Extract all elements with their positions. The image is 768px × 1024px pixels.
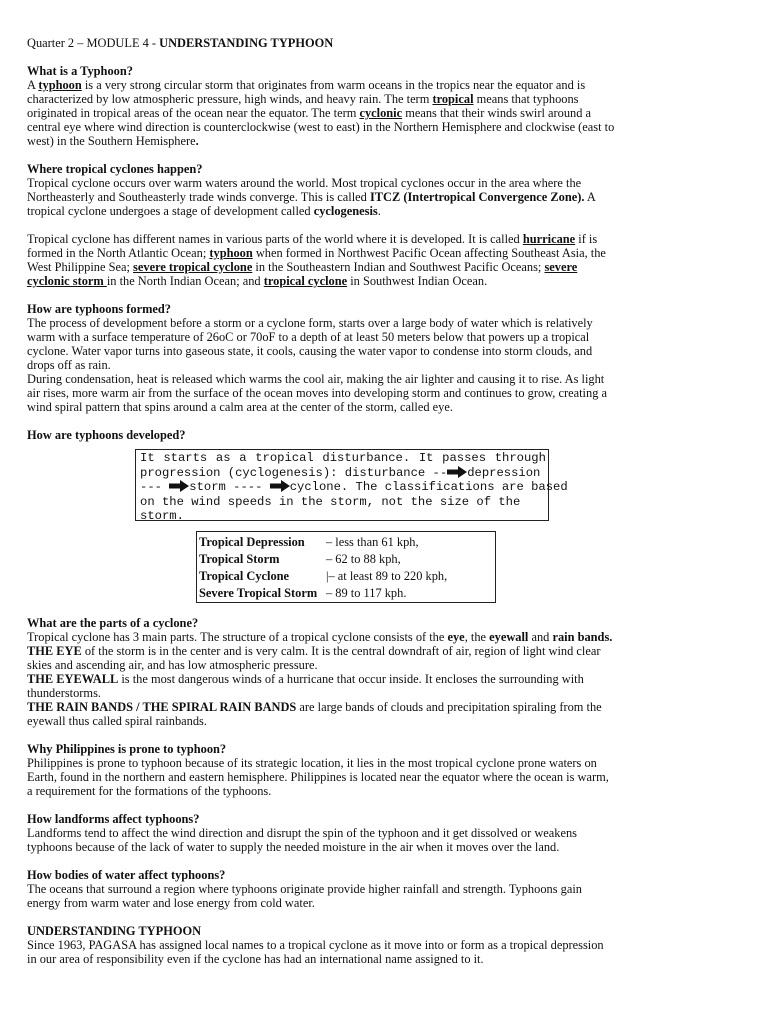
table-row: Tropical Depression – less than 61 kph, xyxy=(199,535,419,549)
module-title: UNDERSTANDING TYPHOON xyxy=(159,36,334,50)
paragraph-line: Earth, found in the northern and eastern hemisphere. Philippines is located near the equator where the ocean is warm, xyxy=(27,770,609,784)
heading-how-developed: How are typhoons developed? xyxy=(27,428,186,442)
paragraph-line: thunderstorms. xyxy=(27,686,101,700)
heading-understanding-typhoon: UNDERSTANDING TYPHOON xyxy=(27,924,202,938)
paragraph-line: Northeasterly and Southeasterly trade winds converge. This is called ITCZ (Intertropical Convergence Zone). A xyxy=(27,190,596,204)
arrow-right-icon xyxy=(169,480,189,492)
paragraph-line: Philippines is prone to typhoon because of its strategic location, it lies in the most tropical cyclone prone waters on xyxy=(27,756,597,770)
classification-table xyxy=(196,531,496,603)
paragraph-line: in our area of responsibility even if the cyclone has had an international name assigned to it. xyxy=(27,952,484,966)
paragraph-line: wind spiral pattern that spins around a calm area at the center of the storm, called eye. xyxy=(27,400,453,414)
box-line: on the wind speeds in the storm, not the size of the xyxy=(140,494,521,509)
box-line: It starts as a tropical disturbance. It passes through xyxy=(140,451,546,465)
paragraph-line: air rises, more warm air from the surface of the ocean moves into developing storm and continues to grow, creating a xyxy=(27,386,607,400)
paragraph-line: West Philippine Sea; severe tropical cyclone in the Southeastern Indian and Southwest Pacific Oceans; severe xyxy=(27,260,578,274)
paragraph-line: A typhoon is a very strong circular storm that originates from warm oceans in the tropics near the equator and is xyxy=(27,78,586,92)
paragraph-line: cyclone. Water vapor turns into gaseous state, it cools, causing the water vapor to condense into storm clouds, and xyxy=(27,344,593,358)
box-line: --- storm ---- cyclone. The classifications are based xyxy=(140,480,568,494)
paragraph-line: warm with a surface temperature of 26oC or 70oF to a depth of at least 50 meters below that powers up a tropical xyxy=(27,330,590,344)
heading-where-cyclones-happen: Where tropical cyclones happen? xyxy=(27,162,203,176)
module-header: Quarter 2 – MODULE 4 - UNDERSTANDING TYPHOON xyxy=(27,36,334,50)
paragraph-line: Since 1963, PAGASA has assigned local names to a tropical cyclone as it move into or form as a tropical depression xyxy=(27,938,604,952)
paragraph-line: Tropical cyclone has 3 main parts. The structure of a tropical cyclone consists of the eye, the eyewall and rain bands. xyxy=(27,630,613,644)
heading-parts-of-cyclone: What are the parts of a cyclone? xyxy=(27,616,199,630)
paragraph-line: formed in the North Atlantic Ocean; typhoon when formed in Northwest Pacific Ocean affecting Southeast Asia, the xyxy=(27,246,606,260)
paragraph-line: Tropical cyclone has different names in various parts of the world where it is developed. It is called hurricane if is xyxy=(27,232,598,246)
paragraph-line: eyewall thus called spiral rainbands. xyxy=(27,714,207,728)
arrow-right-icon xyxy=(447,466,467,478)
box-line: progression (cyclogenesis): disturbance -- depression xyxy=(140,465,541,480)
paragraph-line: THE EYEWALL is the most dangerous winds of a hurricane that occur inside. It encloses the surrounding with xyxy=(27,672,584,686)
paragraph-line: Landforms tend to affect the wind direction and disrupt the spin of the typhoon and it get dissolved or weakens xyxy=(27,826,577,840)
heading-how-formed: How are typhoons formed? xyxy=(27,302,171,316)
paragraph-line: The process of development before a storm or a cyclone form, starts over a large body of water which is relatively xyxy=(27,316,593,330)
paragraph-line: a requirement for the formations of the typhoons. xyxy=(27,784,272,798)
paragraph-line: THE EYE of the storm is in the center and is very calm. It is the central downdraft of air, region of light wind clear xyxy=(27,644,601,658)
paragraph-line: Tropical cyclone occurs over warm waters around the world. Most tropical cyclones occur in the area where the xyxy=(27,176,582,190)
heading-what-is-typhoon: What is a Typhoon? xyxy=(27,64,133,78)
box-line: storm. xyxy=(140,509,184,523)
paragraph-line: energy from warm water and lose energy from cold water. xyxy=(27,896,315,910)
paragraph-line: typhoons because of the lack of water to supply the needed moisture in the air when it moves over the land. xyxy=(27,840,560,854)
table-row: Tropical Cyclone |– at least 89 to 220 kph, xyxy=(199,569,448,583)
heading-philippines-prone: Why Philippines is prone to typhoon? xyxy=(27,742,227,756)
paragraph-line: The oceans that surround a region where typhoons originate provide higher rainfall and strength. Typhoons gain xyxy=(27,882,582,896)
paragraph-line: skies and ascending air, and has low atmospheric pressure. xyxy=(27,658,318,672)
heading-landforms: How landforms affect typhoons? xyxy=(27,812,200,826)
paragraph-line: THE RAIN BANDS / THE SPIRAL RAIN BANDS are large bands of clouds and precipitation spiraling from the xyxy=(27,700,602,714)
paragraph-line: drops off as rain. xyxy=(27,358,111,372)
table-row: Severe Tropical Storm – 89 to 117 kph. xyxy=(199,586,407,600)
paragraph-line: west) in the Southern Hemisphere. xyxy=(27,134,199,148)
arrow-right-icon xyxy=(270,480,290,492)
paragraph-line: originated in tropical areas of the ocean near the equator. The term cyclonic means that their winds swirl around a xyxy=(27,106,592,120)
paragraph-line: central eye where wind direction is counterclockwise (west to east) in the Northern Hemisphere and clockwise (east to xyxy=(27,120,615,134)
heading-bodies-of-water: How bodies of water affect typhoons? xyxy=(27,868,226,882)
paragraph-line: characterized by low atmospheric pressure, high winds, and heavy rain. The term tropical means that typhoons xyxy=(27,92,579,106)
paragraph-line: tropical cyclone undergoes a stage of development called cyclogenesis. xyxy=(27,204,381,218)
paragraph-line: cyclonic storm in the North Indian Ocean; and tropical cyclone in Southwest Indian Ocean. xyxy=(27,274,488,288)
paragraph-line: During condensation, heat is released which warms the cool air, making the air lighter and causing it to rise. As light xyxy=(27,372,605,386)
table-row: Tropical Storm – 62 to 88 kph, xyxy=(199,552,401,566)
cyclogenesis-box xyxy=(135,449,568,523)
